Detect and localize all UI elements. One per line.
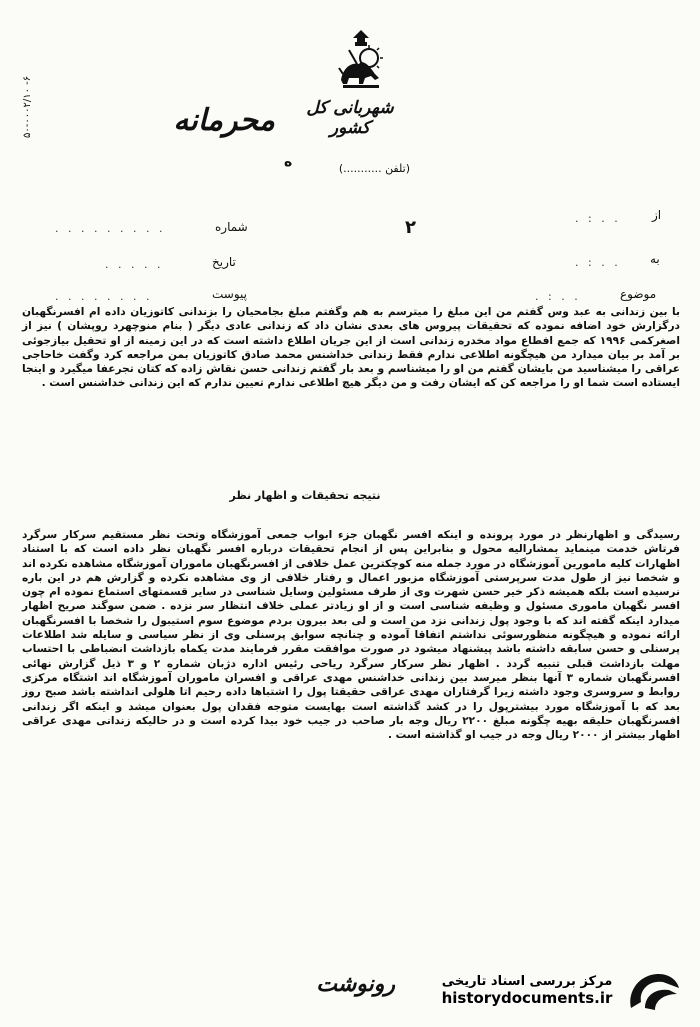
lion-and-sun-emblem <box>335 28 387 90</box>
body-paragraph-2: رسیدگی و اظهارنظر در مورد پرونده و اینکه افسر نگهبان جزء ابواب جمعی آموزشگاه وتحت نظر مستقیم سرکار سرگرد فرتاش خدمت مینماید بمشارالیه محول و بنابراین پس از انجام تحقیقات درباره افسر نگهبان نظر داده است که با استناد اظهارات کلیه مامورین آموزشگاه در مورد جمله منه کوچکترین عمل خلافی از افسرنگهبان ماموران آموزشگاه مشاهده نکرده اند و شخصا نیز از طول مدت سرپرستی آموزشگاه مزبور اعمال و رفتار خلافی از وی مشاهده نکرده و گزارش هم در این باره نرسیده است بلکه همیشه ذکر خیر حسن شهرت وی از طرف مسئولین وسایل شناسی در سایر قسمتهای استماع نموده ام چون افسر نگهبان ماموری مسئول و وظیفه شناسی است و از او زیادتر عملی خلاف انتظار سر نزده . ضمن سوگند صریح اظهار میدارد اینکه گفته اند که با وجود پول زندانی نزد من است و لی بعد بیرون بردم موضوع سوم استیبول را شخصا با افسرنگهبان ارائه نموده و هیچگونه منظورسوئی نداشتم اتفاقا آموده و چنانچه سوابق پرسنلی وی از نظر سیاسی و سایله شد اطلاعات پرسنلی و حسن سابقه داشته باشد پیشنهاد میشود در صورت موافقت مقرر فرمایند مدت یکماه بازداشت انضباطی با احتساب مهلت بازداشت قبلی تنبیه گردد . اظهار نظر سرکار سرگرد ریاحی رئیس اداره دژبان شماره ۲ و ۳ ذیل گزارش نهائی افسرنگهبان شماره ۳ آنها بنظر میرسد بین زندانی خداشنس مهدی عراقی و افسران ماموران آموزشگاه اند اشتگاه مرکزی روابط و سروسری وجود داشته زیرا گرفتاران مهدی عراقی حقیقتا پول را اشتباها داده رحیم اتا هلولی انداشته باشد صبح روز بعد که با آموزشگاه مورد بیشترپول را در کشد گذاشته است بهایست متوجه فقدان پول بعنوان میشد و اینکه اگر زندانی افسرنگهبان حلیقه بهیه چگونه مبلغ ۲۲۰۰ ریال وجه بار صاحب در جیب خود بیدا کرده است و در حالیکه زندانی مهدی عراقی اظهار بیشتر از ۲۰۰۰ ریال وجه در جیب او گذاشته است . <box>22 529 680 742</box>
phone-line: (تلفن ...........) <box>338 162 410 175</box>
subject-label: موضوع <box>620 287 657 301</box>
page-number: ۲ <box>405 217 416 238</box>
date-label: تاریخ <box>212 255 236 269</box>
date-value: . . . . . <box>105 258 164 271</box>
from-value: . : . . <box>575 212 621 225</box>
number-value: . . . . . . . . . <box>55 222 166 235</box>
organization-name: شهربانی کل کشور <box>306 98 394 138</box>
history-documents-logo <box>625 968 683 1014</box>
subject-value: . : . . <box>535 290 581 303</box>
watermark-url: historydocuments.ir <box>441 989 613 1007</box>
number-label: شماره <box>215 220 248 234</box>
document-reference-number: ۵۰-۰۰۰۲/۱۰ -۶ <box>22 75 33 138</box>
to-label: به <box>650 252 660 266</box>
body-paragraph-1: با بین زندانی به عبد وس گفتم من این مبلغ را میترسم به هم وگفتم مبلغ بجامحیان را بزندانی کاتوزیان داده ام افسرنگهبان درگزارش خود اضافه نموده که تحقیقات پیروس های بعدی نشان داد که زندانی عادی دیگر ( بنام منوچهرد روپشان ) نیز از اصغرکمی ۱۹۹۶ که جمع افطاع مواد مخدره زندانی است از این جریان اطلاع داشته است که در این زمینه از او تحقیل بیازجوئی بر آمد بر بیان میدارد من هیچگونه اطلاعی ندارم فقط زندانی خداشنس محمد صادق کاتوزیان بمن مراجعه کرد وگفت خاحاجی عراقی را میشناسید من بایشان گفتم من او را میشناسم و بعد بار گفتم زندانی حسن نقاش زاده که کتان تجرعفا میگیرد و اینجا ایستاده است شما او را مراجعه کن که ایشان رفت و من دیگر هیچ اطلاعی ندارم تعیین ندارم که این زندانی خداشنس است . <box>22 306 681 390</box>
section-heading: نتیجه تحقیقات و اظهار نظر <box>229 489 381 502</box>
watermark-name: مرکز بررسی اسناد تاریخی <box>441 974 613 989</box>
to-value: . : . . <box>575 256 621 269</box>
from-label: از <box>652 208 662 222</box>
attachment-label: پیوست <box>212 287 247 301</box>
attachment-value: . . . . . . . . <box>55 290 153 303</box>
section-mark: ه <box>284 154 293 170</box>
classification-title: محرمانه <box>173 103 275 138</box>
watermark <box>432 974 622 1007</box>
signature: رونوشت <box>316 972 395 997</box>
